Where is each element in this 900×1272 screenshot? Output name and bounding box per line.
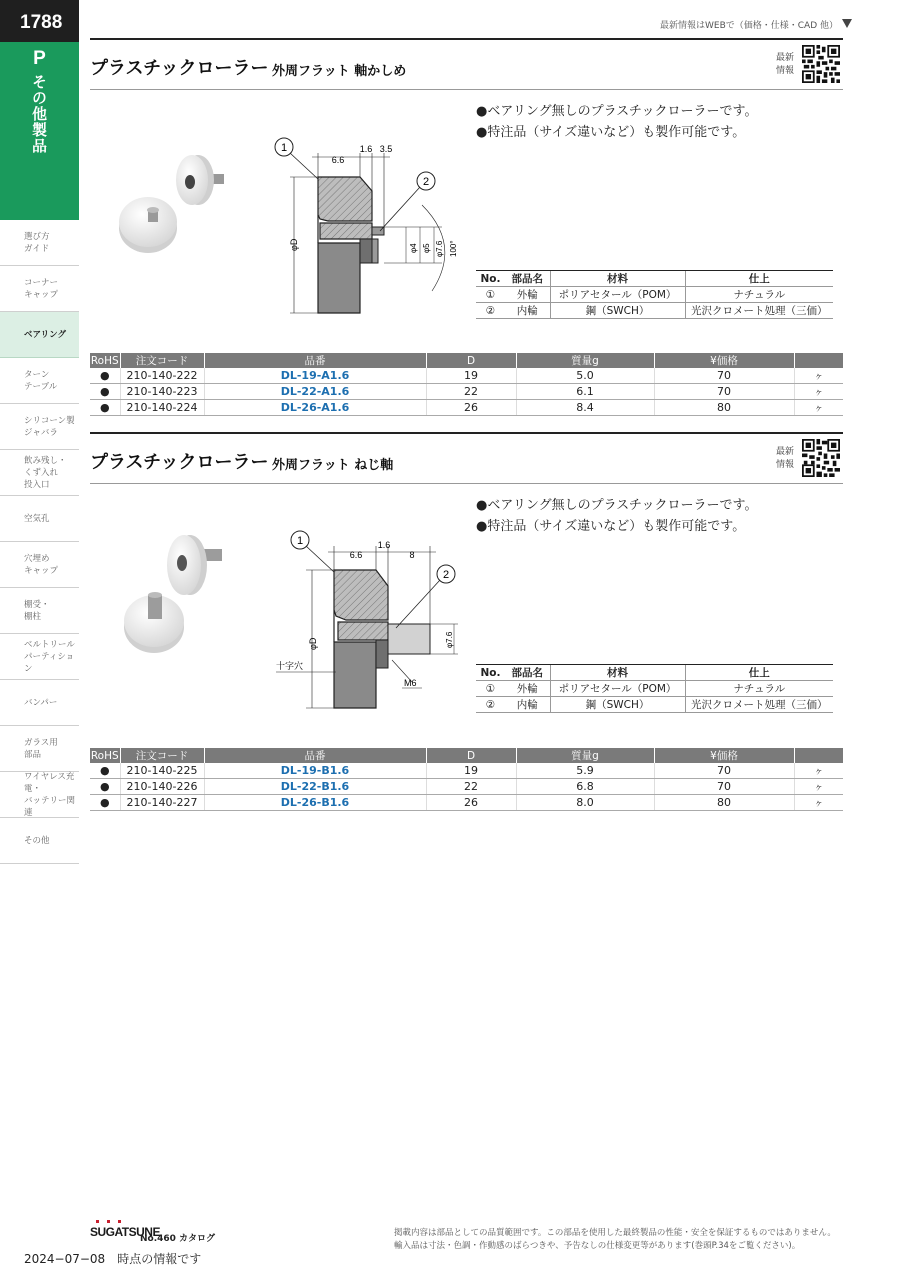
- sidebar-item[interactable]: 選び方 ガイド: [0, 220, 79, 266]
- diameter-cell: 22: [426, 779, 516, 795]
- parts-cell: ナチュラル: [685, 681, 833, 697]
- part-number-cell[interactable]: DL-19-B1.6: [204, 763, 426, 779]
- latest-info-label: 最新 情報: [776, 447, 795, 470]
- category-block[interactable]: [0, 42, 79, 220]
- brand-logo: SUGATSUNE: [90, 1225, 160, 1239]
- feature-list: [476, 101, 757, 143]
- section-subtitle: 外周フラット 軸かしめ: [272, 64, 407, 79]
- order-rows: [90, 763, 843, 810]
- parts-table: [476, 270, 833, 319]
- parts-cell: ②: [476, 697, 505, 713]
- technical-drawing: [272, 528, 472, 718]
- divider: [90, 89, 843, 90]
- parts-cell: 外輪: [505, 287, 550, 303]
- category-name: その他製品: [30, 74, 48, 154]
- table-row[interactable]: [90, 779, 843, 795]
- order-code-cell: 210-140-223: [120, 384, 204, 400]
- header-mass: 質量g: [516, 748, 654, 763]
- category-letter: P: [33, 48, 46, 69]
- part-number-cell[interactable]: DL-19-A1.6: [204, 368, 426, 384]
- table-row[interactable]: [90, 794, 843, 810]
- header-unit: [794, 748, 843, 763]
- part-number-cell[interactable]: DL-26-B1.6: [204, 794, 426, 810]
- web-info-note[interactable]: 最新情報はWEBで（価格・仕様・CAD 他）: [660, 21, 838, 31]
- divider: [90, 432, 843, 434]
- header-price: ¥価格: [654, 748, 794, 763]
- dim-phi-d: φD: [308, 637, 318, 650]
- parts-cell: 外輪: [505, 681, 550, 697]
- header-unit: [794, 353, 843, 368]
- diameter-cell: 22: [426, 384, 516, 400]
- sidebar-item[interactable]: ワイヤレス充電・ バッテリー関連: [0, 772, 79, 818]
- triangle-down-icon: [842, 19, 852, 28]
- unit-cell: ヶ: [794, 399, 843, 415]
- rohs-mark-cell: ●: [90, 763, 120, 779]
- dim-phi-4: φ4: [409, 243, 418, 253]
- thread-label: M6: [404, 678, 417, 688]
- header-part-number: 品番: [204, 353, 426, 368]
- header-order-code: 注文コード: [120, 748, 204, 763]
- disclaimer-line: 掲載内容は部品としての品質範囲です。この部品を使用した最終製品の性能・安全を保証するものではありません。: [394, 1228, 836, 1238]
- order-code-cell: 210-140-227: [120, 794, 204, 810]
- unit-cell: ヶ: [794, 763, 843, 779]
- header-mass: 質量g: [516, 353, 654, 368]
- header-rohs: RoHS: [90, 749, 119, 762]
- parts-cell: 光沢クロメート処理（三価）: [685, 697, 833, 713]
- parts-cell: ポリアセタール（POM）: [550, 287, 685, 303]
- unit-cell: ヶ: [794, 384, 843, 400]
- sidebar-item[interactable]: その他: [0, 818, 79, 864]
- dim-phi-7-6: φ7.6: [435, 240, 444, 257]
- parts-header-finish: 仕上: [685, 665, 833, 681]
- rohs-mark-cell: ●: [90, 399, 120, 415]
- order-code-cell: 210-140-226: [120, 779, 204, 795]
- header-d: D: [426, 353, 516, 368]
- table-row[interactable]: [90, 368, 843, 384]
- order-table: [90, 353, 843, 416]
- header-order-code: 注文コード: [120, 353, 204, 368]
- price-cell: 70: [654, 368, 794, 384]
- callout-1: 1: [296, 535, 304, 547]
- section-title: プラスチックローラー: [90, 58, 269, 79]
- parts-header-name: 部品名: [505, 271, 550, 287]
- cross-hole-label: 十字穴: [276, 662, 304, 672]
- rohs-mark-cell: ●: [90, 794, 120, 810]
- diameter-cell: 19: [426, 763, 516, 779]
- qr-code-icon[interactable]: [802, 439, 840, 477]
- part-number-cell[interactable]: DL-22-B1.6: [204, 779, 426, 795]
- dim-phi-d: φD: [289, 238, 299, 251]
- price-cell: 70: [654, 384, 794, 400]
- parts-table: [476, 664, 833, 713]
- feature-item: ●特注品（サイズ違いなど）も製作可能です。: [476, 519, 746, 534]
- part-number-cell[interactable]: DL-26-A1.6: [204, 399, 426, 415]
- sidebar-item[interactable]: ガラス用 部品: [0, 726, 79, 772]
- parts-cell: 光沢クロメート処理（三価）: [685, 303, 833, 319]
- mass-cell: 8.4: [516, 399, 654, 415]
- page-number: 1788: [0, 0, 79, 42]
- table-row[interactable]: [90, 763, 843, 779]
- part-number-cell[interactable]: DL-22-A1.6: [204, 384, 426, 400]
- order-code-cell: 210-140-222: [120, 368, 204, 384]
- parts-row: [476, 681, 833, 697]
- parts-header-material: 材料: [550, 665, 685, 681]
- mass-cell: 8.0: [516, 794, 654, 810]
- unit-cell: ヶ: [794, 794, 843, 810]
- dim-3-5: 3.5: [379, 144, 393, 154]
- parts-cell: ナチュラル: [685, 287, 833, 303]
- header-rohs: RoHS: [90, 354, 119, 367]
- table-row[interactable]: [90, 399, 843, 415]
- header-price: ¥価格: [654, 353, 794, 368]
- sidebar-item[interactable]: ベアリング: [0, 312, 79, 358]
- rohs-mark-cell: ●: [90, 384, 120, 400]
- mass-cell: 6.8: [516, 779, 654, 795]
- sidebar-item[interactable]: ベルトリール パーティション: [0, 634, 79, 680]
- sidebar-item[interactable]: バンパー: [0, 680, 79, 726]
- diameter-cell: 26: [426, 399, 516, 415]
- sidebar-item[interactable]: ターン テーブル: [0, 358, 79, 404]
- dim-phi-5: φ5: [422, 243, 431, 253]
- parts-cell: ポリアセタール（POM）: [550, 681, 685, 697]
- dim-1-6: 1.6: [377, 540, 391, 550]
- dim-angle: 100°: [449, 240, 458, 257]
- order-rows: [90, 368, 843, 415]
- feature-list: [476, 495, 757, 537]
- parts-cell: 内輪: [505, 303, 550, 319]
- price-cell: 80: [654, 794, 794, 810]
- section-subtitle: 外周フラット ねじ軸: [272, 458, 394, 473]
- product-photo: [114, 150, 244, 262]
- callout-2: 2: [422, 176, 430, 188]
- sidebar-item[interactable]: 飲み残し・ くず入れ 投入口: [0, 450, 79, 496]
- feature-item: ●ベアリング無しのプラスチックローラーです。: [476, 498, 758, 513]
- sidebar-item[interactable]: 棚受・ 棚柱: [0, 588, 79, 634]
- table-row[interactable]: [90, 384, 843, 400]
- feature-item: ●特注品（サイズ違いなど）も製作可能です。: [476, 125, 746, 140]
- parts-header-no: No.: [476, 271, 505, 287]
- price-cell: 70: [654, 779, 794, 795]
- callout-2: 2: [442, 569, 450, 581]
- callout-1: 1: [280, 142, 288, 154]
- dim-6-6: 6.6: [331, 155, 345, 165]
- brand-dots-icon: [94, 1220, 124, 1224]
- dim-phi-7-6: φ7.6: [445, 631, 454, 648]
- parts-cell: ①: [476, 287, 505, 303]
- price-cell: 70: [654, 763, 794, 779]
- divider: [90, 483, 843, 484]
- dim-6-6: 6.6: [349, 550, 363, 560]
- technical-drawing: [272, 135, 472, 320]
- sidebar-item[interactable]: 穴埋め キャップ: [0, 542, 79, 588]
- header-part-number: 品番: [204, 748, 426, 763]
- mass-cell: 6.1: [516, 384, 654, 400]
- sidebar-item[interactable]: コーナー キャップ: [0, 266, 79, 312]
- section-title: プラスチックローラー: [90, 452, 269, 473]
- price-cell: 80: [654, 399, 794, 415]
- unit-cell: ヶ: [794, 779, 843, 795]
- header-d: D: [426, 748, 516, 763]
- order-table: [90, 748, 843, 811]
- order-code-cell: 210-140-225: [120, 763, 204, 779]
- info-date: 2024−07−08 時点の情報です: [24, 1252, 202, 1266]
- dim-1-6: 1.6: [359, 144, 373, 154]
- parts-header-name: 部品名: [505, 665, 550, 681]
- diameter-cell: 19: [426, 368, 516, 384]
- parts-cell: 鋼（SWCH）: [550, 697, 685, 713]
- parts-row: [476, 697, 833, 713]
- feature-item: ●ベアリング無しのプラスチックローラーです。: [476, 104, 758, 119]
- sidebar: [0, 0, 79, 870]
- catalog-label: No.460 カタログ: [140, 1234, 216, 1244]
- parts-cell: 内輪: [505, 697, 550, 713]
- parts-row: [476, 287, 833, 303]
- parts-row: [476, 303, 833, 319]
- mass-cell: 5.0: [516, 368, 654, 384]
- qr-code-icon[interactable]: [802, 45, 840, 83]
- unit-cell: ヶ: [794, 368, 843, 384]
- parts-cell: ②: [476, 303, 505, 319]
- parts-header-material: 材料: [550, 271, 685, 287]
- sidebar-item[interactable]: 空気孔: [0, 496, 79, 542]
- diameter-cell: 26: [426, 794, 516, 810]
- product-photo: [118, 525, 230, 657]
- sidebar-item[interactable]: シリコーン製 ジャバラ: [0, 404, 79, 450]
- dim-8: 8: [409, 550, 415, 560]
- disclaimer-line: 輸入品は寸法・色調・作動感のばらつきや、予告なしの仕様変更等があります(巻頭P.34をご覧ください)。: [394, 1241, 801, 1251]
- divider: [90, 38, 843, 40]
- mass-cell: 5.9: [516, 763, 654, 779]
- rohs-mark-cell: ●: [90, 779, 120, 795]
- parts-cell: 鋼（SWCH）: [550, 303, 685, 319]
- disclaimer: [394, 1227, 836, 1253]
- parts-header-no: No.: [476, 665, 505, 681]
- parts-cell: ①: [476, 681, 505, 697]
- rohs-mark-cell: ●: [90, 368, 120, 384]
- order-code-cell: 210-140-224: [120, 399, 204, 415]
- parts-header-finish: 仕上: [685, 271, 833, 287]
- latest-info-label: 最新 情報: [776, 53, 795, 76]
